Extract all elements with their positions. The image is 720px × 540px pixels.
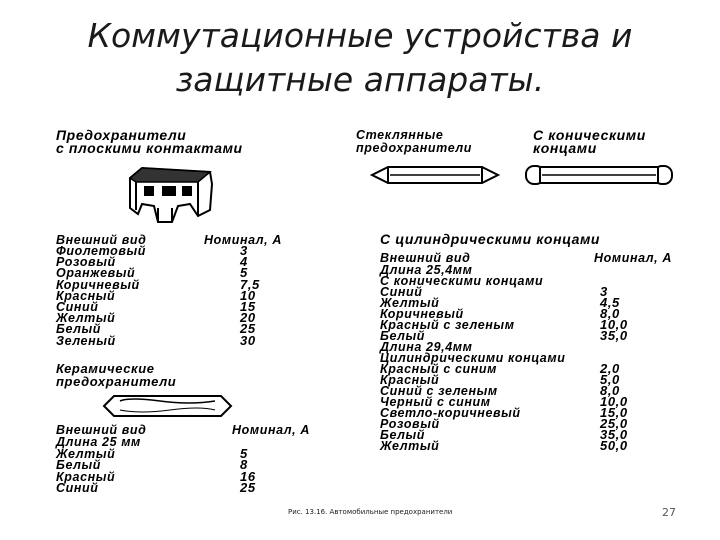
fuse-color-cell: Синий (56, 300, 99, 314)
fuse-rating-cell: 7,5 (240, 276, 260, 292)
fuse-color-cell: Желтый (56, 447, 116, 461)
fuse-rating-cell: 3 (240, 243, 248, 258)
fuse-rating-cell: 8 (240, 457, 248, 473)
fuse-color-cell: Красный (380, 373, 440, 387)
flat-col-nom: Номинал, А (204, 233, 282, 247)
glass-fuses-heading (356, 129, 472, 155)
fuse-color-cell: Зеленый (56, 333, 116, 348)
ceramic-fuses-heading (56, 362, 176, 388)
ceramic-heading-line-1: Керамические (56, 361, 155, 376)
conical-heading-line-1: С коническими (533, 127, 646, 143)
glass-fuse-drawing (370, 164, 500, 186)
cyl-subheading-1: С коническими концами (380, 274, 544, 288)
fuse-rating-cell: 20 (240, 310, 256, 326)
glass-heading-line-1: Стеклянные (356, 128, 444, 142)
fuse-color-cell: Светло-коричневый (380, 406, 521, 420)
title-line-2: защитные аппараты. (175, 60, 545, 99)
fuse-rating-cell: 15,0 (600, 405, 628, 420)
page-number: 27 (662, 506, 676, 519)
fuse-color-cell: Синий (380, 285, 423, 299)
fuse-rating-cell: 3 (600, 284, 608, 299)
fuse-rating-cell: 35,0 (600, 427, 628, 442)
conical-heading-line-2: концами (533, 140, 597, 156)
fuse-color-cell: Красный с зеленым (380, 318, 515, 332)
fuse-rating-cell: 16 (240, 468, 256, 484)
fuse-color-cell: Фиолетовый (56, 244, 147, 258)
ceramic-length: Длина 25 мм (56, 435, 141, 449)
fuse-color-cell: Коричневый (56, 277, 140, 292)
fuse-color-cell: Розовый (56, 255, 116, 270)
fuse-rating-cell: 5,0 (600, 372, 620, 387)
flat-heading-line-2: с плоскими контактами (56, 140, 243, 156)
fuse-rating-cell: 5 (240, 446, 248, 461)
cyl-heading: С цилиндрическими концами (380, 231, 601, 247)
fuse-rating-cell: 25 (240, 321, 256, 337)
flat-fuse-drawing (120, 160, 220, 230)
fuse-color-cell: Синий с зеленым (380, 384, 498, 398)
fuse-rating-cell: 50,0 (600, 438, 628, 453)
fuse-color-cell: Желтый (56, 311, 116, 326)
fuse-color-cell: Белый (380, 329, 426, 343)
fuse-color-cell: Черный с синим (380, 395, 491, 409)
fuse-color-cell: Красный с синим (380, 362, 498, 376)
fuse-rating-cell: 4 (240, 254, 248, 270)
cyl-subheading-2: Цилиндрическими концами (380, 351, 566, 365)
cyl-length-2: Длина 29,4мм (380, 340, 473, 354)
fuse-color-cell: Желтый (380, 439, 440, 453)
fuse-color-cell: Белый (380, 428, 426, 442)
fuse-color-cell: Синий (56, 481, 99, 496)
fuse-color-cell: Желтый (380, 296, 440, 310)
ceramic-heading-line-2: предохранители (56, 374, 177, 389)
glass-heading-line-2: предохранители (356, 141, 473, 155)
fuse-color-cell: Красный (56, 469, 116, 484)
fuse-rating-cell: 8,0 (600, 383, 620, 398)
fuse-color-cell: Розовый (380, 417, 440, 431)
title-line-1: Коммутационные устройства и (87, 16, 633, 55)
fuse-rating-cell: 10,0 (600, 317, 628, 332)
fuse-rating-cell: 10,0 (600, 394, 628, 409)
fuse-rating-cell: 5 (240, 265, 248, 281)
fuse-rating-cell: 25 (240, 480, 256, 496)
fuse-rating-cell: 35,0 (600, 328, 628, 343)
fuse-rating-cell: 8,0 (600, 306, 620, 321)
fuse-rating-cell: 2,0 (600, 361, 620, 376)
fuse-color-cell: Оранжевый (56, 266, 136, 281)
flat-col-look: Внешний вид (56, 233, 147, 247)
slide-title (0, 14, 720, 102)
conical-fuses-heading (533, 129, 646, 155)
ceramic-fuse-drawing (100, 392, 235, 420)
fuse-rating-cell: 4,5 (600, 295, 620, 310)
cyl-col-look: Внешний вид (380, 251, 471, 265)
fuse-rating-cell: 10 (240, 287, 256, 303)
ceramic-col-look: Внешний вид (56, 423, 147, 437)
flat-heading-line-1: Предохранители (56, 127, 187, 143)
ceramic-col-nom: Номинал, А (232, 423, 310, 437)
fuse-color-cell: Красный (56, 288, 116, 303)
fuse-color-cell: Коричневый (380, 307, 464, 321)
cyl-col-nom: Номинал, А (594, 251, 672, 265)
fuse-rating-cell: 30 (240, 332, 256, 348)
conical-fuse-drawing (524, 163, 674, 187)
fuse-rating-cell: 25,0 (600, 416, 628, 431)
cyl-length-1: Длина 25,4мм (380, 263, 473, 277)
fuse-rating-cell: 15 (240, 299, 256, 314)
fuse-color-cell: Белый (56, 322, 102, 337)
fuse-color-cell: Белый (56, 458, 102, 473)
flat-fuses-heading (56, 129, 243, 155)
figure-caption: Рис. 13.16. Автомобильные предохранители (288, 508, 453, 516)
